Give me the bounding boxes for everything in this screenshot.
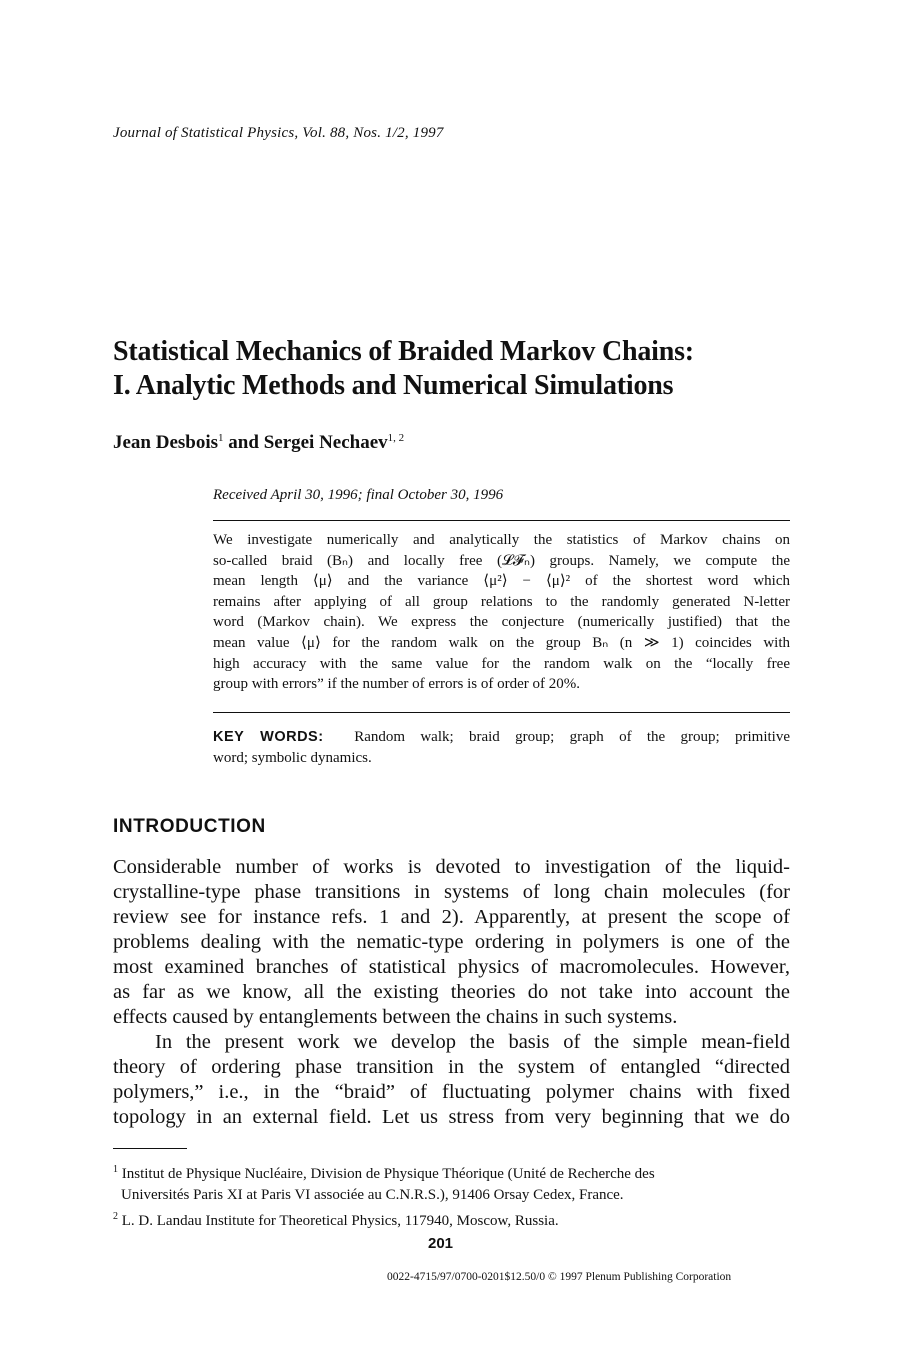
received-dates: Received April 30, 1996; final October 30, 1996 xyxy=(213,487,504,503)
body-line: In the present work we develop the basis of the simple mean-field xyxy=(155,1031,790,1053)
body-line: theory of ordering phase transition in the system of entangled “directed xyxy=(113,1056,790,1078)
body-line: review see for instance refs. 1 and 2). Apparently, at present the scope of xyxy=(113,906,790,928)
body-line: as far as we know, all the existing theories do not take into account the xyxy=(113,981,790,1003)
footnote-2 xyxy=(113,1206,793,1232)
footnote-marker: 1 xyxy=(113,1164,118,1175)
abstract-line: group with errors” if the number of errors is of order of 20%. xyxy=(213,676,580,693)
abstract-line: remains after applying of all group relations to the randomly generated N-letter xyxy=(213,593,790,610)
footnote-marker: 2 xyxy=(113,1211,118,1222)
body-line: most examined branches of statistical physics of macromolecules. However, xyxy=(113,956,790,978)
abstract-line: high accuracy with the same value for the random walk on the “locally free xyxy=(213,655,790,672)
section-heading: INTRODUCTION xyxy=(113,816,266,837)
title-line-2: I. Analytic Methods and Numerical Simulations xyxy=(113,370,674,401)
author-name: Sergei Nechaev xyxy=(263,432,388,453)
key-words-text: Random walk; braid group; graph of the group; primitive xyxy=(354,729,791,745)
author-name: Jean Desbois xyxy=(113,432,219,453)
abstract-line: mean length ⟨μ⟩ and the variance ⟨μ²⟩ − ⟨μ⟩² of the shortest word which xyxy=(213,573,790,590)
footnote-text: L. D. Landau Institute for Theoretical Physics, 117940, Moscow, Russia. xyxy=(121,1213,559,1229)
key-words-label: KEY WORDS: xyxy=(213,729,324,745)
author-affiliation-marker: 1, 2 xyxy=(387,432,405,444)
title-line-1: Statistical Mechanics of Braided Markov Chains: xyxy=(113,336,694,367)
abstract-line: We investigate numerically and analytically the statistics of Markov chains on xyxy=(213,532,790,548)
body-line: crystalline-type phase transitions in systems of long chain molecules (for xyxy=(113,881,790,903)
body-line: topology in an external field. Let us stress from very beginning that we do xyxy=(113,1106,790,1128)
copyright-line: 0022-4715/97/0700-0201$12.50/0 © 1997 Plenum Publishing Corporation xyxy=(387,1271,732,1283)
key-words-line: word; symbolic dynamics. xyxy=(213,750,372,766)
footnote-1-continued: Universités Paris XI at Paris VI associée au C.N.R.S.), 91406 Orsay Cedex, France. xyxy=(121,1187,624,1203)
footnotes xyxy=(113,1159,793,1232)
key-words-line xyxy=(213,727,790,748)
body-text xyxy=(113,855,790,1130)
abstract-line: word (Markov chain). We express the conjecture (numerically justified) that the xyxy=(213,614,790,631)
author-separator: and xyxy=(223,432,264,453)
abstract-bottom-rule xyxy=(213,712,790,713)
body-line: Considerable number of works is devoted to investigation of the liquid- xyxy=(113,856,790,878)
footnote-rule xyxy=(113,1148,187,1149)
body-line: effects caused by entanglements between the chains in such systems. xyxy=(113,1006,678,1028)
paper-title xyxy=(113,335,813,403)
author-affiliation-marker: 1 xyxy=(218,432,224,444)
key-words xyxy=(213,727,790,769)
abstract-line: mean value ⟨μ⟩ for the random walk on the group Bₙ (n ≫ 1) coincides with xyxy=(213,634,790,651)
page-number: 201 xyxy=(428,1235,454,1252)
footnote-1 xyxy=(113,1159,793,1185)
abstract-line: so-called braid (Bₙ) and locally free (𝓛𝓕ₙ) groups. Namely, we compute the xyxy=(213,552,790,569)
journal-citation: Journal of Statistical Physics, Vol. 88, Nos. 1/2, 1997 xyxy=(113,125,444,141)
body-line: problems dealing with the nematic-type ordering in polymers is one of the xyxy=(113,931,790,953)
body-line: polymers,” i.e., in the “braid” of fluctuating polymer chains with fixed xyxy=(113,1081,790,1103)
footnote-text: Institut de Physique Nucléaire, Division de Physique Théorique (Unité de Recherche des xyxy=(121,1166,655,1182)
author-list xyxy=(113,432,404,454)
abstract-top-rule xyxy=(213,520,790,521)
abstract xyxy=(213,530,790,695)
